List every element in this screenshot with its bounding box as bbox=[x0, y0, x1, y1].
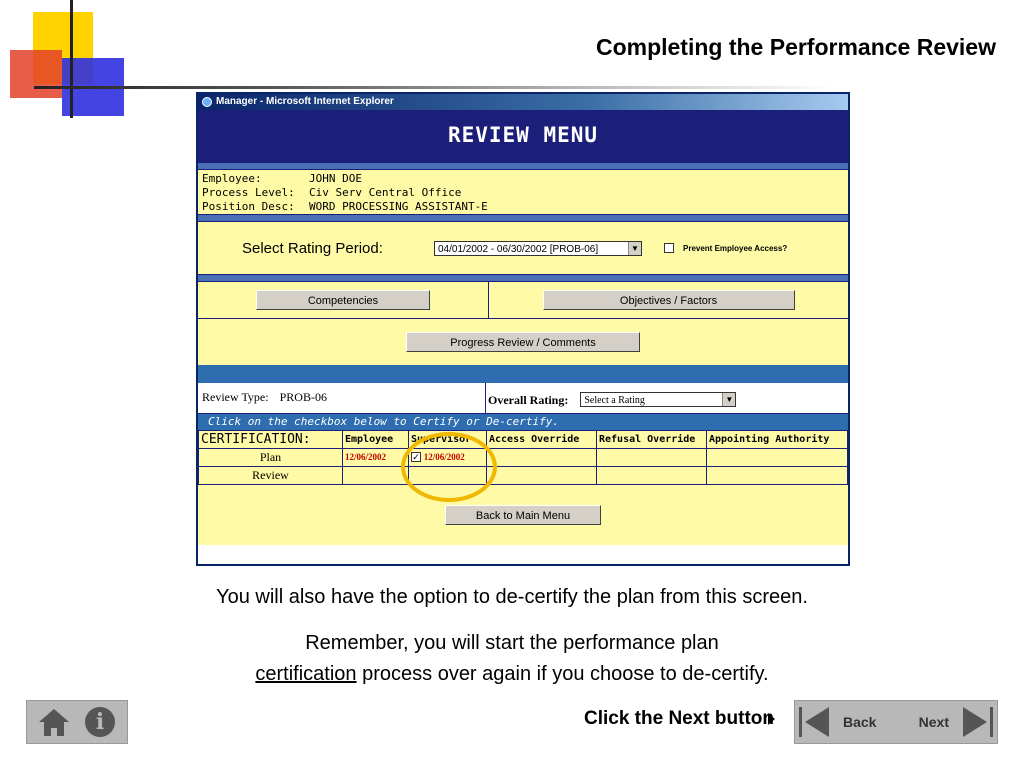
process-level-label: Process Level: bbox=[202, 186, 295, 199]
overall-rating-value: Select a Rating bbox=[584, 394, 645, 406]
divider bbox=[198, 214, 848, 222]
plan-access-cell bbox=[487, 449, 597, 467]
review-type-value: PROB-06 bbox=[279, 390, 327, 404]
progress-row bbox=[198, 319, 848, 365]
chevron-down-icon[interactable]: ▼ bbox=[722, 393, 735, 406]
refusal-override-header: Refusal Override bbox=[597, 431, 707, 449]
body-text-2 bbox=[0, 628, 1024, 690]
blue-band bbox=[198, 365, 848, 383]
review-employee-cell bbox=[343, 467, 409, 485]
plan-employee-date: 12/06/2002 bbox=[345, 452, 387, 462]
body-text-3-rest: process over again if you choose to de-certify. bbox=[356, 663, 769, 685]
table-row bbox=[199, 449, 848, 467]
next-button[interactable] bbox=[919, 705, 993, 739]
browser-window bbox=[196, 92, 850, 566]
divider bbox=[198, 274, 848, 282]
appointing-authority-header: Appointing Authority bbox=[707, 431, 848, 449]
position-desc-value: WORD PROCESSING ASSISTANT-E bbox=[309, 200, 488, 213]
table-header-row bbox=[199, 431, 848, 449]
chevron-down-icon[interactable]: ▼ bbox=[628, 242, 641, 255]
employee-value: JOHN DOE bbox=[309, 172, 362, 185]
back-icon bbox=[805, 707, 829, 737]
back-button[interactable] bbox=[799, 705, 876, 739]
plan-supervisor-checkbox[interactable]: ✓ bbox=[412, 452, 420, 463]
arrow-right-icon bbox=[768, 713, 775, 725]
plan-appointing-cell bbox=[707, 449, 848, 467]
row-label-review: Review bbox=[199, 467, 343, 485]
employee-header: Employee bbox=[343, 431, 409, 449]
nav-toolbar bbox=[794, 700, 998, 744]
review-refusal-cell bbox=[597, 467, 707, 485]
click-next-instruction: Click the Next button bbox=[583, 708, 774, 729]
competencies-button[interactable]: Competencies bbox=[256, 290, 430, 310]
next-label: Next bbox=[918, 714, 949, 730]
overall-rating-select[interactable] bbox=[580, 392, 736, 407]
left-toolbar bbox=[26, 700, 128, 744]
decoration-horizontal-line bbox=[34, 86, 834, 89]
row-label-plan: Plan bbox=[199, 449, 343, 467]
supervisor-header: Supervisor bbox=[409, 431, 487, 449]
body-text-2-line: Remember, you will start the performance plan bbox=[305, 632, 719, 654]
review-type-label: Review Type: bbox=[202, 390, 269, 404]
highlight-circle bbox=[401, 432, 497, 502]
certification-link[interactable]: certification bbox=[255, 663, 357, 685]
window-title: Manager - Microsoft Internet Explorer bbox=[216, 96, 394, 107]
rating-period-value: 04/01/2002 - 06/30/2002 [PROB-06] bbox=[438, 243, 599, 255]
divider bbox=[198, 162, 848, 170]
review-menu-header: REVIEW MENU bbox=[198, 110, 848, 162]
decoration-red-block bbox=[10, 50, 62, 98]
objectives-factors-button[interactable]: Objectives / Factors bbox=[543, 290, 795, 310]
access-override-header: Access Override bbox=[487, 431, 597, 449]
body-text-3-line bbox=[0, 659, 1024, 690]
certification-table bbox=[198, 430, 848, 485]
review-appointing-cell bbox=[707, 467, 848, 485]
rating-period-row bbox=[198, 222, 848, 274]
certify-instruction: Click on the checkbox below to Certify or De-certify. bbox=[198, 414, 848, 430]
review-type-row bbox=[198, 383, 848, 414]
table-row bbox=[199, 467, 848, 485]
employee-info bbox=[198, 170, 848, 214]
overall-rating-label: Overall Rating: bbox=[488, 393, 569, 407]
bottom-row bbox=[198, 485, 848, 545]
progress-review-button[interactable]: Progress Review / Comments bbox=[406, 332, 640, 352]
info-icon[interactable]: i bbox=[85, 707, 115, 737]
plan-employee-cell bbox=[343, 449, 409, 467]
prevent-access-label: Prevent Employee Access? bbox=[683, 243, 788, 253]
ie-icon bbox=[202, 97, 212, 107]
plan-supervisor-date: 12/06/2002 bbox=[423, 452, 465, 462]
position-desc-label: Position Desc: bbox=[202, 200, 295, 213]
certification-header: CERTIFICATION: bbox=[199, 431, 343, 449]
review-access-cell bbox=[487, 467, 597, 485]
rating-period-label: Select Rating Period: bbox=[242, 239, 383, 257]
body-text-1: You will also have the option to de-certify the plan from this screen. bbox=[216, 586, 808, 608]
button-row bbox=[198, 282, 848, 319]
back-to-main-menu-button[interactable]: Back to Main Menu bbox=[445, 505, 601, 525]
employee-label: Employee: bbox=[202, 172, 262, 185]
decoration-vertical-line bbox=[70, 0, 73, 118]
home-icon[interactable] bbox=[39, 707, 69, 737]
back-label: Back bbox=[843, 714, 877, 730]
process-level-value: Civ Serv Central Office bbox=[309, 186, 462, 199]
slide-title: Completing the Performance Review bbox=[595, 34, 996, 60]
next-icon bbox=[963, 707, 987, 737]
window-titlebar bbox=[198, 94, 848, 110]
rating-period-select[interactable] bbox=[434, 241, 642, 256]
plan-refusal-cell bbox=[597, 449, 707, 467]
prevent-access-checkbox[interactable] bbox=[664, 243, 674, 253]
